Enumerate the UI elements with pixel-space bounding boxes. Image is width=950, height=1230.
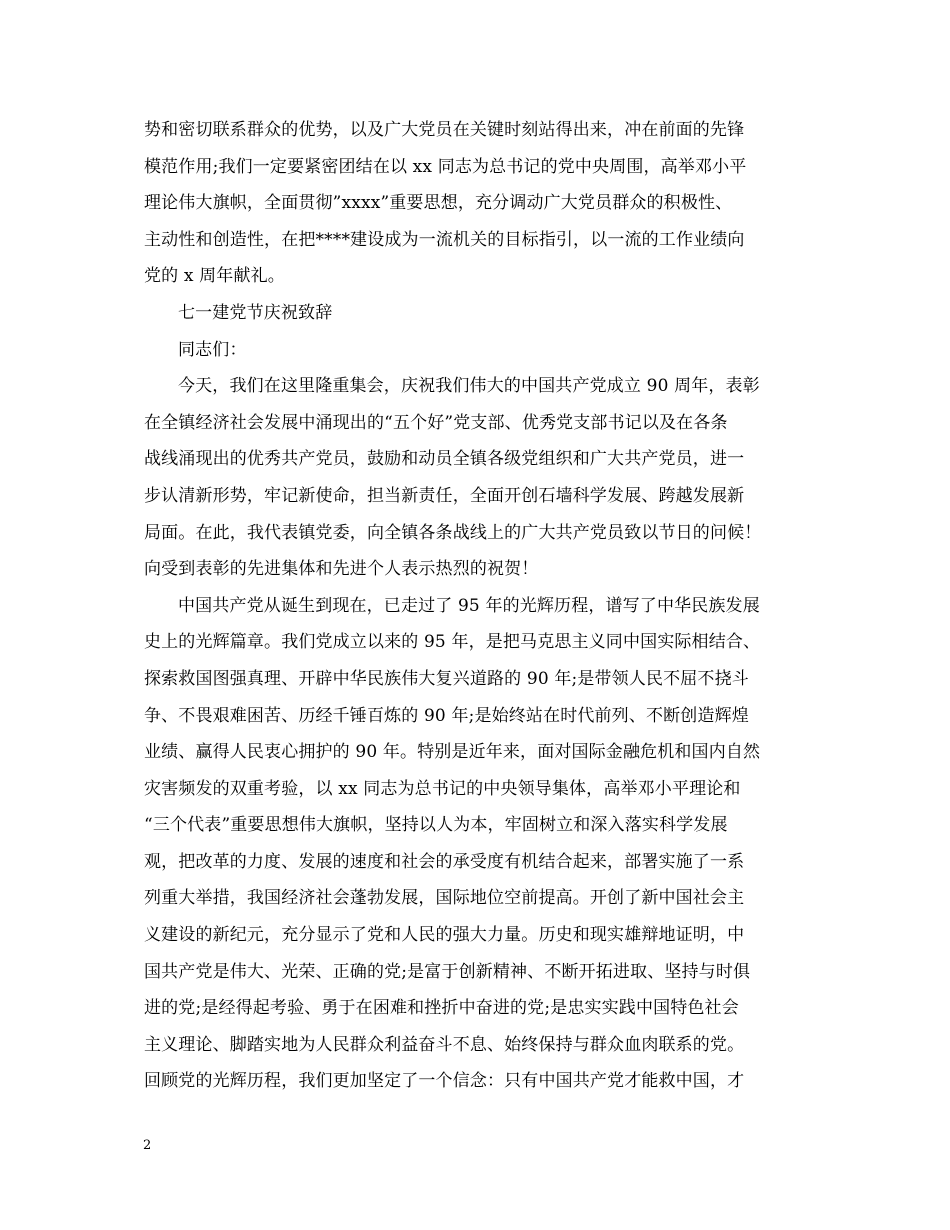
text-line: 理论伟大旗帜，全面贯彻”xxxx”重要思想，充分调动广大党员群众的积极性、: [144, 193, 733, 214]
text-line: 向受到表彰的先进集体和先进个人表示热烈的祝贺！: [144, 559, 539, 580]
text-line: 模范作用;我们一定要紧密团结在以 xx 同志为总书记的党中央周围，高举邓小平: [144, 156, 747, 177]
text-line: 战线涌现出的优秀共产党员，鼓励和动员全镇各级党组织和广大共产党员，进一: [144, 449, 745, 470]
text-line: 在全镇经济社会发展中涌现出的“五个好”党支部、优秀党支部书记以及在各条: [144, 412, 728, 433]
text-line: 主动性和创造性，在把****建设成为一流机关的目标指引，以一流的工作业绩向: [144, 229, 745, 250]
text-line: 党的 x 周年献礼。: [144, 266, 285, 287]
text-line: 步认清新形势，牢记新使命，担当新责任，全面开创石墙科学发展、跨越发展新: [144, 485, 745, 506]
salutation: 同志们：: [178, 339, 247, 360]
text-line: 观，把改革的力度、发展的速度和社会的承受度有机结合起来，部署实施了一系: [144, 851, 745, 872]
text-line: 灾害频发的双重考验，以 xx 同志为总书记的中央领导集体，高举邓小平理论和: [144, 778, 741, 799]
body-text: [144, 112, 810, 1100]
page-number: 2: [143, 1138, 152, 1153]
text-line: 局面。在此，我代表镇党委，向全镇各条战线上的广大共产党员致以节日的问候！: [144, 522, 762, 543]
text-line: 势和密切联系群众的优势，以及广大党员在关键时刻站得出来，冲在前面的先锋: [144, 120, 745, 140]
text-line: 进的党;是经得起考验、勇于在困难和挫折中奋进的党;是忠实实践中国特色社会: [144, 998, 739, 1019]
text-line: 列重大举措，我国经济社会蓬勃发展，国际地位空前提高。开创了新中国社会主: [144, 888, 745, 909]
text-line: 义建设的新纪元，充分显示了党和人民的强大力量。历史和现实雄辩地证明，中: [144, 925, 745, 946]
text-line: 回顾党的光辉历程，我们更加坚定了一个信念：只有中国共产党才能救中国，才: [144, 1071, 745, 1092]
text-line: 中国共产党从诞生到现在，已走过了 95 年的光辉历程，谱写了中华民族发展: [178, 595, 760, 616]
text-line: 业绩、赢得人民衷心拥护的 90 年。特别是近年来，面对国际金融危机和国内自然: [144, 742, 761, 763]
text-line: 国共产党是伟大、光荣、正确的党;是富于创新精神、不断开拓进取、坚持与时俱: [144, 961, 751, 982]
text-line: 主义理论、脚踏实地为人民群众利益奋斗不息、始终保持与群众血肉联系的党。: [144, 1034, 745, 1055]
text-line: 今天，我们在这里隆重集会，庆祝我们伟大的中国共产党成立 90 周年，表彰: [178, 376, 760, 397]
section-title: 七一建党节庆祝致辞: [178, 302, 333, 323]
text-line: 探索救国图强真理、开辟中华民族伟大复兴道路的 90 年;是带领人民不屈不挠斗: [144, 668, 749, 689]
text-line: 史上的光辉篇章。我们党成立以来的 95 年，是把马克思主义同中国实际相结合、: [144, 632, 761, 653]
text-line: “三个代表”重要思想伟大旗帜，坚持以人为本，牢固树立和深入落实科学发展: [144, 815, 728, 836]
text-line: 争、不畏艰难困苦、历经千锤百炼的 90 年;是始终站在时代前列、不断创造辉煌: [144, 705, 749, 726]
